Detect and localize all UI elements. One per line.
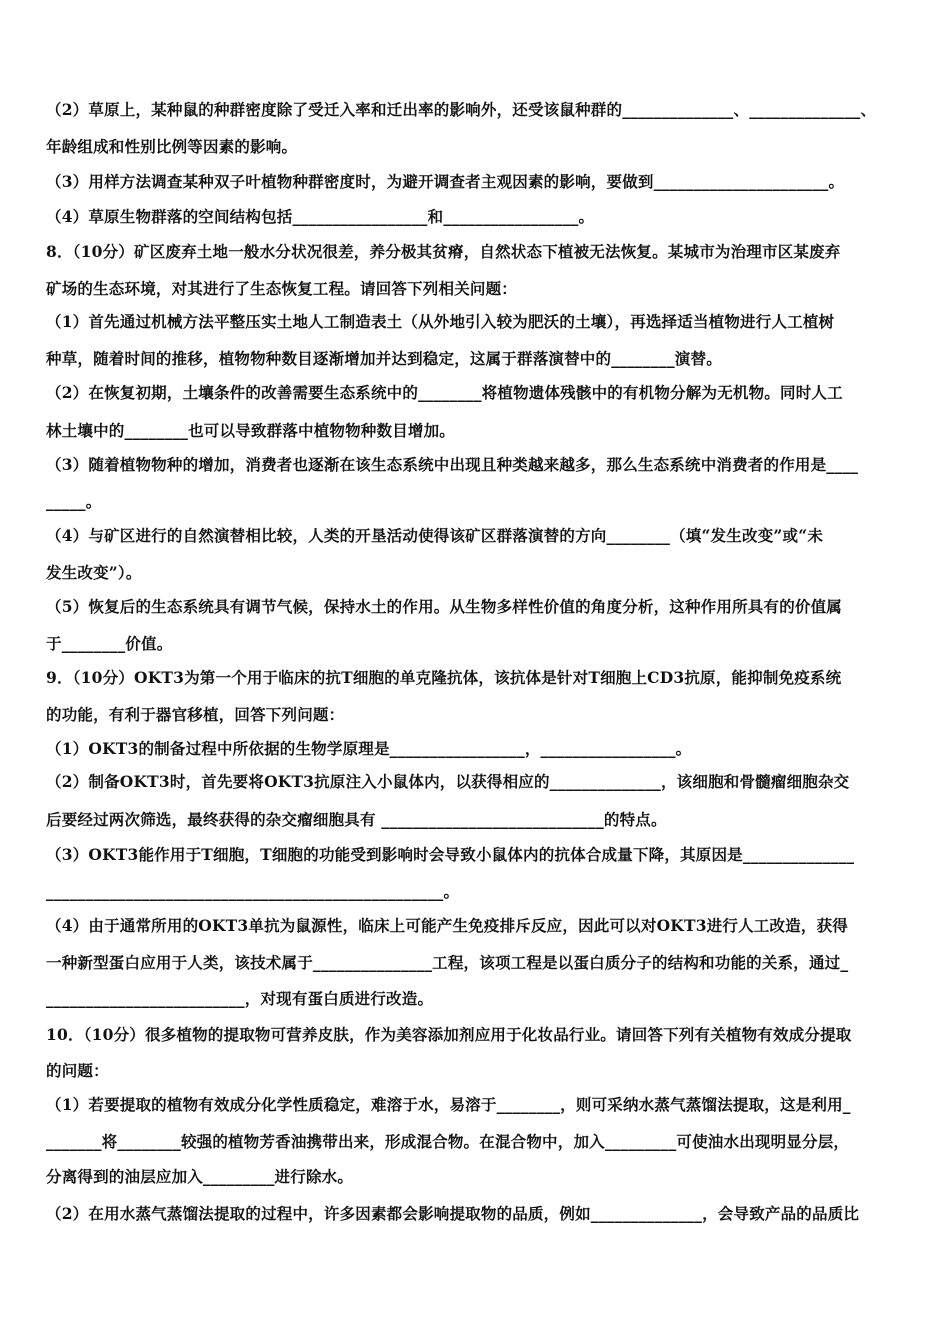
text-line: 年龄组成和性别比例等因素的影响。 bbox=[46, 137, 298, 156]
text-line: 一种新型蛋白应用于人类，该技术属于_______________工程，该项工程是以蛋白质分子的结构和功能的关系，通过_ bbox=[46, 953, 849, 972]
text-line: 的问题： bbox=[46, 1061, 109, 1080]
text-line: （1）OKT3的制备过程中所依据的生物学原理是_________________，_________________。 bbox=[46, 739, 692, 758]
text-line: 分离得到的油层应加入_________进行除水。 bbox=[46, 1167, 354, 1186]
text-line: （4）草原生物群落的空间结构包括_________________和_________________。 bbox=[46, 207, 595, 226]
text-line: 的功能，有利于器官移植，回答下列问题： bbox=[46, 705, 345, 724]
text-line: （4）与矿区进行的自然演替相比较，人类的开垦活动使得该矿区群落演替的方向________（填“发生改变”或“未 bbox=[46, 526, 824, 545]
question-10-heading: 10．（10分）很多植物的提取物可营养皮肤，作为美容添加剂应用于化妆品行业。请回答下列有关植物有效成分提取 bbox=[46, 1025, 852, 1044]
text-line: __________________________________________________。 bbox=[46, 882, 460, 901]
text-line: （2）在恢复初期，土壤条件的改善需要生态系统中的________将植物遗体残骸中的有机物分解为无机物。同时人工 bbox=[46, 383, 843, 402]
text-line: _____。 bbox=[46, 492, 102, 511]
text-line: （1）若要提取的植物有效成分化学性质稳定，难溶于水，易溶于________，则可采纳水蒸气蒸馏法提取，这是利用_ bbox=[46, 1095, 851, 1114]
text-line: 矿场的生态环境，对其进行了生态恢复工程。请回答下列相关问题： bbox=[46, 279, 518, 298]
text-line: 发生改变”）。 bbox=[46, 563, 142, 582]
text-line: （2）制备OKT3时，首先要将OKT3抗原注入小鼠体内，以获得相应的______________，该细胞和骨髓瘤细胞杂交 bbox=[46, 772, 850, 791]
text-line: 种草，随着时间的推移，植物物种数目逐渐增加并达到稳定，这属于群落演替中的________演替。 bbox=[46, 349, 722, 368]
text-line: （3）随着植物物种的增加，消费者也逐渐在该生态系统中出现且种类越来越多，那么生态系统中消费者的作用是____ bbox=[46, 455, 859, 474]
text-line: （1）首先通过机械方法平整压实土地人工制造表土（从外地引入较为肥沃的土壤），再选择适当植物进行人工植树 bbox=[46, 312, 835, 331]
text-line: （2）草原上，某种鼠的种群密度除了受迁入率和迁出率的影响外，还受该鼠种群的______________、______________、 bbox=[46, 100, 877, 119]
text-line: （2）在用水蒸气蒸馏法提取的过程中，许多因素都会影响提取物的品质，例如______________，会导致产品的品质比 bbox=[46, 1204, 860, 1223]
text-line: _________________________，对现有蛋白质进行改造。 bbox=[46, 989, 434, 1008]
question-8-heading: 8．（10分）矿区废弃土地一般水分状况很差，养分极其贫瘠，自然状态下植被无法恢复。某城市为治理市区某废弃 bbox=[46, 242, 841, 261]
text-line: 后要经过两次筛选，最终获得的杂交瘤细胞具有 ____________________________的特点。 bbox=[46, 810, 667, 829]
question-9-heading: 9．（10分）OKT3为第一个用于临床的抗T细胞的单克隆抗体，该抗体是针对T细胞上CD3抗原，能抑制免疫系统 bbox=[46, 668, 842, 687]
text-line: 林土壤中的________也可以导致群落中植物物种数目增加。 bbox=[46, 421, 456, 440]
text-line: _______将________较强的植物芳香油携带出来，形成混合物。在混合物中，加入_________可使油水出现明显分层， bbox=[46, 1132, 850, 1151]
text-line: （3）用样方法调查某种双子叶植物种群密度时，为避开调查者主观因素的影响，要做到______________________。 bbox=[46, 172, 845, 191]
text-line: （5）恢复后的生态系统具有调节气候，保持水土的作用。从生物多样性价值的角度分析，这种作用所具有的价值属 bbox=[46, 597, 842, 616]
text-line: 于________价值。 bbox=[46, 634, 173, 653]
text-line: （4）由于通常所用的OKT3单抗为鼠源性，临床上可能产生免疫排斥反应，因此可以对OKT3进行人工改造，获得 bbox=[46, 916, 848, 935]
text-line: （3）OKT3能作用于T细胞，T细胞的功能受到影响时会导致小鼠体内的抗体合成量下降，其原因是______________ bbox=[46, 845, 855, 864]
